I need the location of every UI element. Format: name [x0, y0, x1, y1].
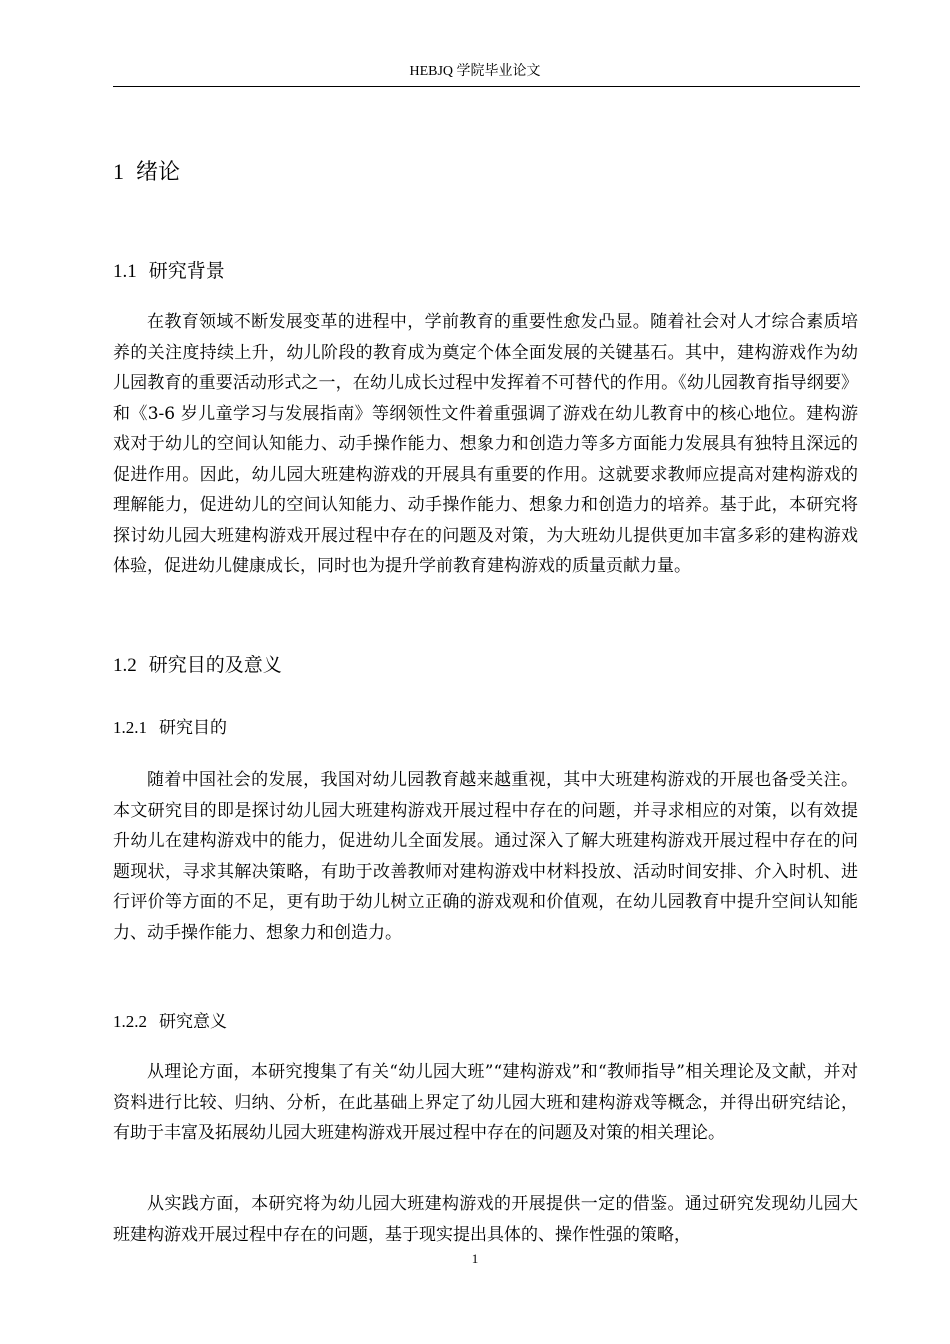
subsection-title: 研究意义	[159, 1012, 227, 1032]
section-title: 研究背景	[148, 260, 225, 282]
chapter-heading	[113, 157, 180, 188]
paragraph-background: 在教育领域不断发展变革的进程中，学前教育的重要性愈发凸显。随着社会对人才综合素质培养的关注度持续上升，幼儿阶段的教育成为奠定个体全面发展的关键基石。其中，建构游戏作为幼儿园教育的重要活动形式之一，在幼儿成长过程中发挥着不可替代的作用。《幼儿园教育指导纲要》和《3-6 岁儿童学习与发展指南》等纲领性文件着重强调了游戏在幼儿教育中的核心地位。建构游戏对于幼儿的空间认知能力、动手操作能力、想象力和创造力等多方面能力发展具有独特且深远的促进作用。因此，幼儿园大班建构游戏的开展具有重要的作用。这就要求教师应提高对建构游戏的理解能力，促进幼儿的空间认知能力、动手操作能力、想象力和创造力的培养。基于此，本研究将探讨幼儿园大班建构游戏开展过程中存在的问题及对策，为大班幼儿提供更加丰富多彩的建构游戏体验，促进幼儿健康成长，同时也为提升学前教育建构游戏的质量贡献力量。	[113, 312, 858, 576]
section-heading-background	[113, 258, 225, 285]
section-number: 1.1	[113, 261, 137, 282]
running-header: HEBJQ 学院毕业论文	[409, 64, 541, 79]
page-number: 1	[471, 1251, 479, 1266]
paragraph-theory: 从理论方面，本研究搜集了有关“幼儿园大班”“建构游戏”和“教师指导”相关理论及文献，并对资料进行比较、归纳、分析，在此基础上界定了幼儿园大班和建构游戏等概念，并得出研究结论，有助于丰富及拓展幼儿园大班建构游戏开展过程中存在的问题及对策的相关理论。	[113, 1062, 858, 1143]
header-rule	[113, 86, 860, 87]
section-number: 1.2	[113, 655, 137, 676]
subsection-number: 1.2.2	[113, 1012, 147, 1031]
section-heading-purpose-significance	[113, 652, 282, 679]
subsection-title: 研究目的	[159, 718, 227, 738]
subsection-heading-significance	[113, 1010, 227, 1034]
subsection-heading-purpose	[113, 716, 227, 740]
subsection-number: 1.2.1	[113, 718, 147, 737]
chapter-title: 绪论	[136, 160, 181, 185]
chapter-number: 1	[113, 159, 124, 184]
paragraph-practice: 从实践方面，本研究将为幼儿园大班建构游戏的开展提供一定的借鉴。通过研究发现幼儿园大班建构游戏开展过程中存在的问题，基于现实提出具体的、操作性强的策略，	[113, 1194, 858, 1245]
paragraph-purpose: 随着中国社会的发展，我国对幼儿园教育越来越重视，其中大班建构游戏的开展也备受关注。本文研究目的即是探讨幼儿园大班建构游戏开展过程中存在的问题，并寻求相应的对策，以有效提升幼儿在建构游戏中的能力，促进幼儿全面发展。通过深入了解大班建构游戏开展过程中存在的问题现状，寻求其解决策略，有助于改善教师对建构游戏中材料投放、活动时间安排、介入时机、进行评价等方面的不足，更有助于幼儿树立正确的游戏观和价值观，在幼儿园教育中提升空间认知能力、动手操作能力、想象力和创造力。	[113, 770, 858, 943]
section-title: 研究目的及意义	[148, 654, 282, 676]
